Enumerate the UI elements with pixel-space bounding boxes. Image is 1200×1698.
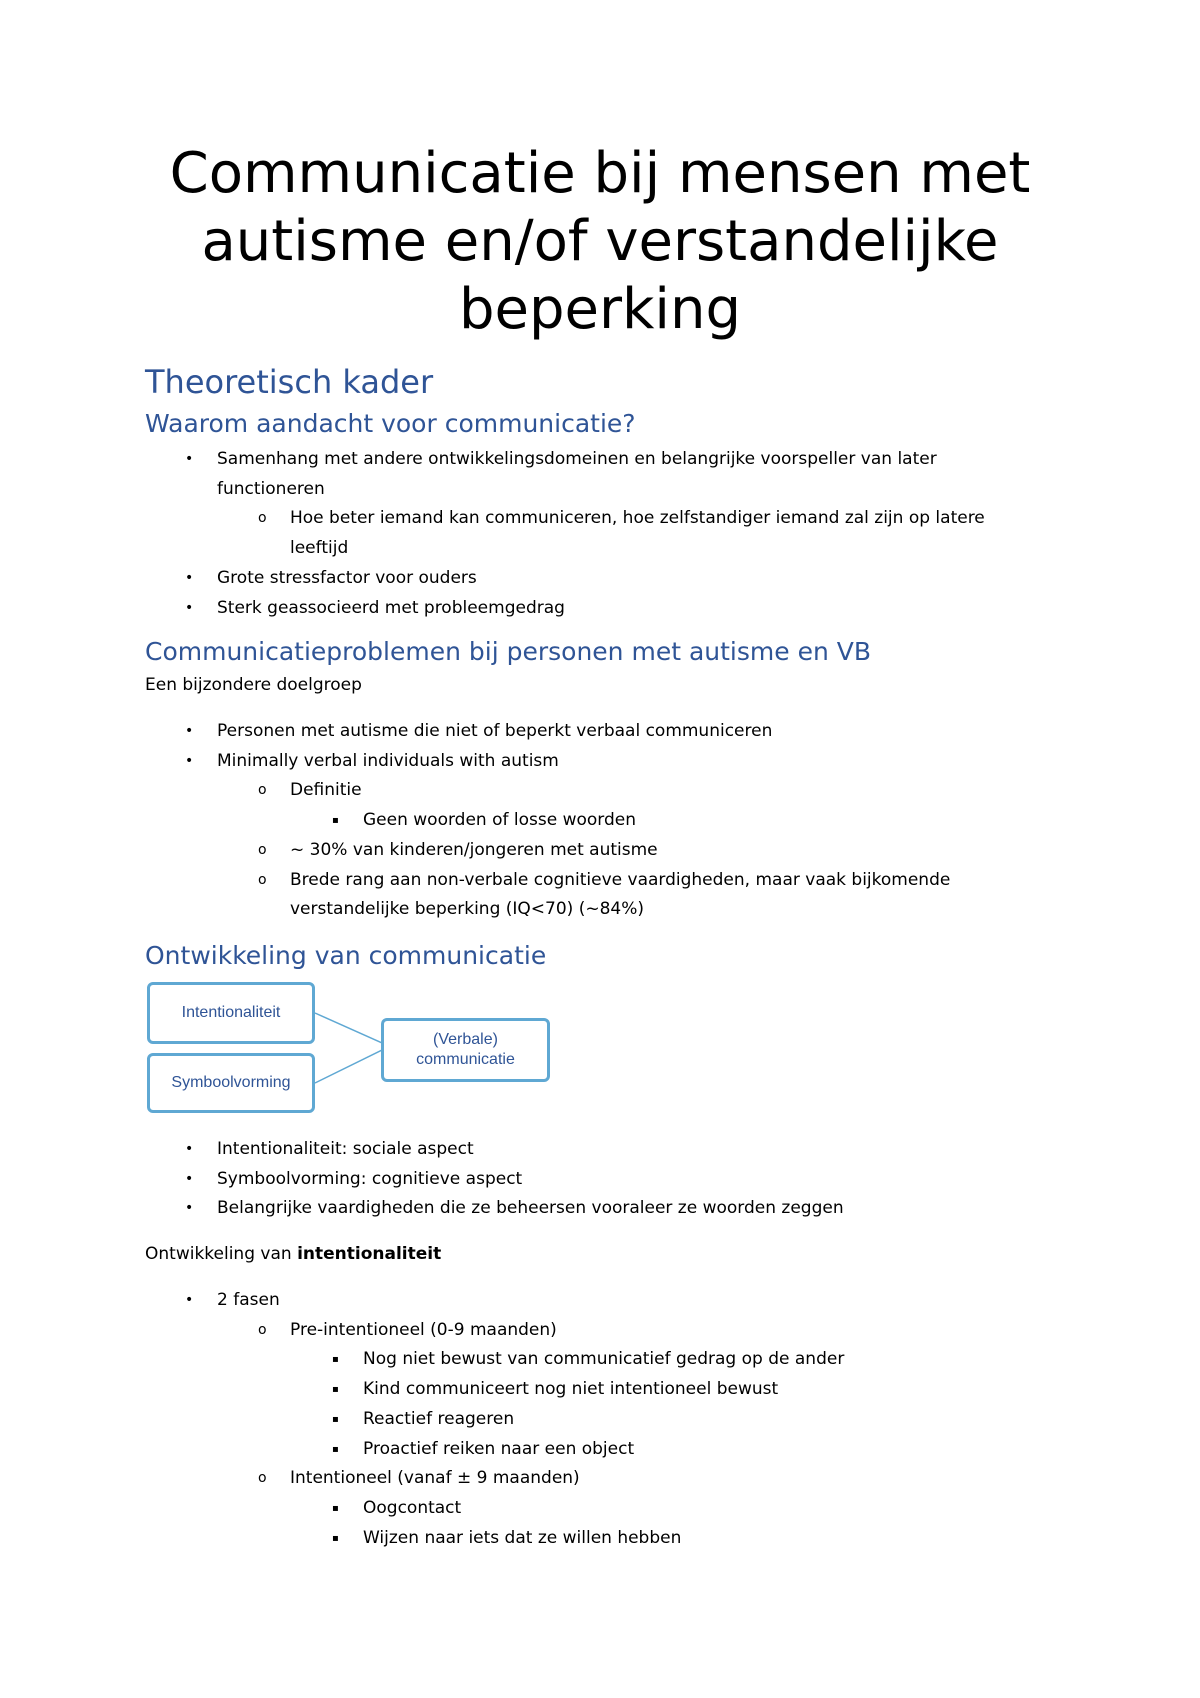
list-item-text: Belangrijke vaardigheden die ze beheersen vooraleer ze woorden zeggen bbox=[217, 1198, 844, 1219]
bullet-icon: • bbox=[185, 1141, 194, 1157]
list-item-text: Kind communiceert nog niet intentioneel bewust bbox=[363, 1379, 779, 1400]
sub-heading-prefix: Ontwikkeling van bbox=[145, 1244, 298, 1264]
list-item-text: Minimally verbal individuals with autism bbox=[217, 750, 559, 771]
diagram-box-verbale-communicatie: (Verbale) communicatie bbox=[381, 1018, 550, 1082]
list-item bbox=[145, 445, 1045, 504]
list-item bbox=[145, 776, 1045, 806]
communication-diagram bbox=[145, 980, 565, 1115]
list-item bbox=[145, 1316, 1045, 1346]
list-item-text: Geen woorden of losse woorden bbox=[363, 810, 637, 831]
bullet-icon: o bbox=[258, 871, 267, 888]
bullet-icon: • bbox=[185, 451, 194, 467]
list-item-text: Symboolvorming: cognitieve aspect bbox=[217, 1168, 523, 1189]
list-item bbox=[145, 717, 1045, 747]
bullet-icon: ▪ bbox=[332, 1384, 339, 1396]
bullet-icon: • bbox=[185, 723, 194, 739]
bullet-icon: ▪ bbox=[332, 1354, 339, 1366]
connector-line bbox=[315, 1050, 382, 1083]
list-item bbox=[145, 594, 1045, 624]
list-ontwikkeling bbox=[145, 1135, 1045, 1224]
bullet-icon: • bbox=[185, 599, 194, 616]
bullet-icon: o bbox=[258, 841, 267, 858]
list-item-text: Grote stressfactor voor ouders bbox=[217, 567, 477, 588]
bullet-icon: o bbox=[258, 1470, 267, 1487]
list-item bbox=[145, 836, 1045, 866]
bullet-icon: ▪ bbox=[332, 1443, 339, 1455]
heading-problemen: Communicatieproblemen bij personen met autisme en VB bbox=[145, 637, 872, 666]
list-item bbox=[145, 1524, 1045, 1554]
list-item bbox=[145, 1464, 1045, 1494]
list-item-text: Oogcontact bbox=[363, 1497, 462, 1518]
list-item bbox=[145, 1494, 1045, 1524]
bullet-icon: ▪ bbox=[332, 1532, 339, 1544]
list-item-text: Brede rang aan non-verbale cognitieve vaardigheden, maar vaak bijkomende verstandelijke beperking (IQ<70) (~84%) bbox=[290, 869, 951, 920]
list-item-text: Reactief reageren bbox=[363, 1408, 515, 1429]
list-item-text: Nog niet bewust van communicatief gedrag op de ander bbox=[363, 1349, 845, 1370]
heading-ontwikkeling: Ontwikkeling van communicatie bbox=[145, 941, 547, 970]
list-item-text: Hoe beter iemand kan communiceren, hoe zelfstandiger iemand zal zijn op latere leeftijd bbox=[290, 508, 985, 559]
bullet-icon: ▪ bbox=[332, 1413, 339, 1425]
list-item-text: Intentioneel (vanaf ± 9 maanden) bbox=[290, 1468, 580, 1489]
list-problemen bbox=[145, 717, 1045, 925]
list-item-text: Wijzen naar iets dat ze willen hebben bbox=[363, 1527, 682, 1548]
bullet-icon: o bbox=[258, 1321, 267, 1338]
bullet-icon: ▪ bbox=[332, 1502, 339, 1514]
heading-waarom: Waarom aandacht voor communicatie? bbox=[145, 409, 636, 438]
document-title: Communicatie bij mensen met autisme en/of verstandelijke beperking bbox=[169, 141, 1031, 342]
list-item bbox=[145, 1165, 1045, 1195]
bullet-icon: • bbox=[185, 569, 194, 586]
list-item bbox=[145, 866, 1045, 925]
list-item-text: Definitie bbox=[290, 780, 362, 801]
list-item bbox=[145, 1375, 1045, 1405]
list-item bbox=[145, 564, 1045, 594]
bullet-icon: • bbox=[185, 1292, 194, 1308]
sub-heading-bold: intentionaliteit bbox=[297, 1244, 442, 1264]
list-item-text: ~ 30% van kinderen/jongeren met autisme bbox=[290, 839, 658, 860]
sub-heading-intentionaliteit bbox=[145, 1242, 441, 1266]
list-item bbox=[145, 806, 1045, 836]
bullet-icon: • bbox=[185, 752, 194, 769]
list-item-text: Intentionaliteit: sociale aspect bbox=[217, 1139, 474, 1159]
bullet-icon: ▪ bbox=[332, 815, 339, 827]
list-item bbox=[145, 1405, 1045, 1435]
bullet-icon: o bbox=[258, 782, 267, 799]
list-item-text: Personen met autisme die niet of beperkt verbaal communiceren bbox=[217, 721, 773, 741]
list-item bbox=[145, 1194, 1045, 1224]
list-item-text: Sterk geassocieerd met probleemgedrag bbox=[217, 597, 565, 618]
intro-doelgroep: Een bijzondere doelgroep bbox=[145, 675, 362, 695]
list-item bbox=[145, 504, 1045, 563]
connector-line bbox=[315, 1013, 382, 1043]
list-item bbox=[145, 1286, 1045, 1316]
list-item bbox=[145, 1135, 1045, 1165]
list-item bbox=[145, 1345, 1045, 1375]
list-item-text: Samenhang met andere ontwikkelingsdomeinen en belangrijke voorspeller van later functioneren bbox=[217, 449, 937, 499]
list-waarom bbox=[145, 445, 1045, 623]
bullet-icon: • bbox=[185, 1200, 194, 1217]
section-heading-theoretisch-kader: Theoretisch kader bbox=[145, 363, 434, 401]
diagram-box-intentionaliteit: Intentionaliteit bbox=[147, 982, 315, 1044]
list-item-text: 2 fasen bbox=[217, 1290, 280, 1310]
list-item bbox=[145, 747, 1045, 777]
list-item-text: Pre-intentioneel (0-9 maanden) bbox=[290, 1319, 557, 1340]
bullet-icon: • bbox=[185, 1170, 194, 1187]
diagram-box-symboolvorming: Symboolvorming bbox=[147, 1053, 315, 1113]
list-fasen bbox=[145, 1286, 1045, 1553]
list-item-text: Proactief reiken naar een object bbox=[363, 1438, 635, 1459]
list-item bbox=[145, 1435, 1045, 1465]
bullet-icon: o bbox=[258, 510, 267, 527]
